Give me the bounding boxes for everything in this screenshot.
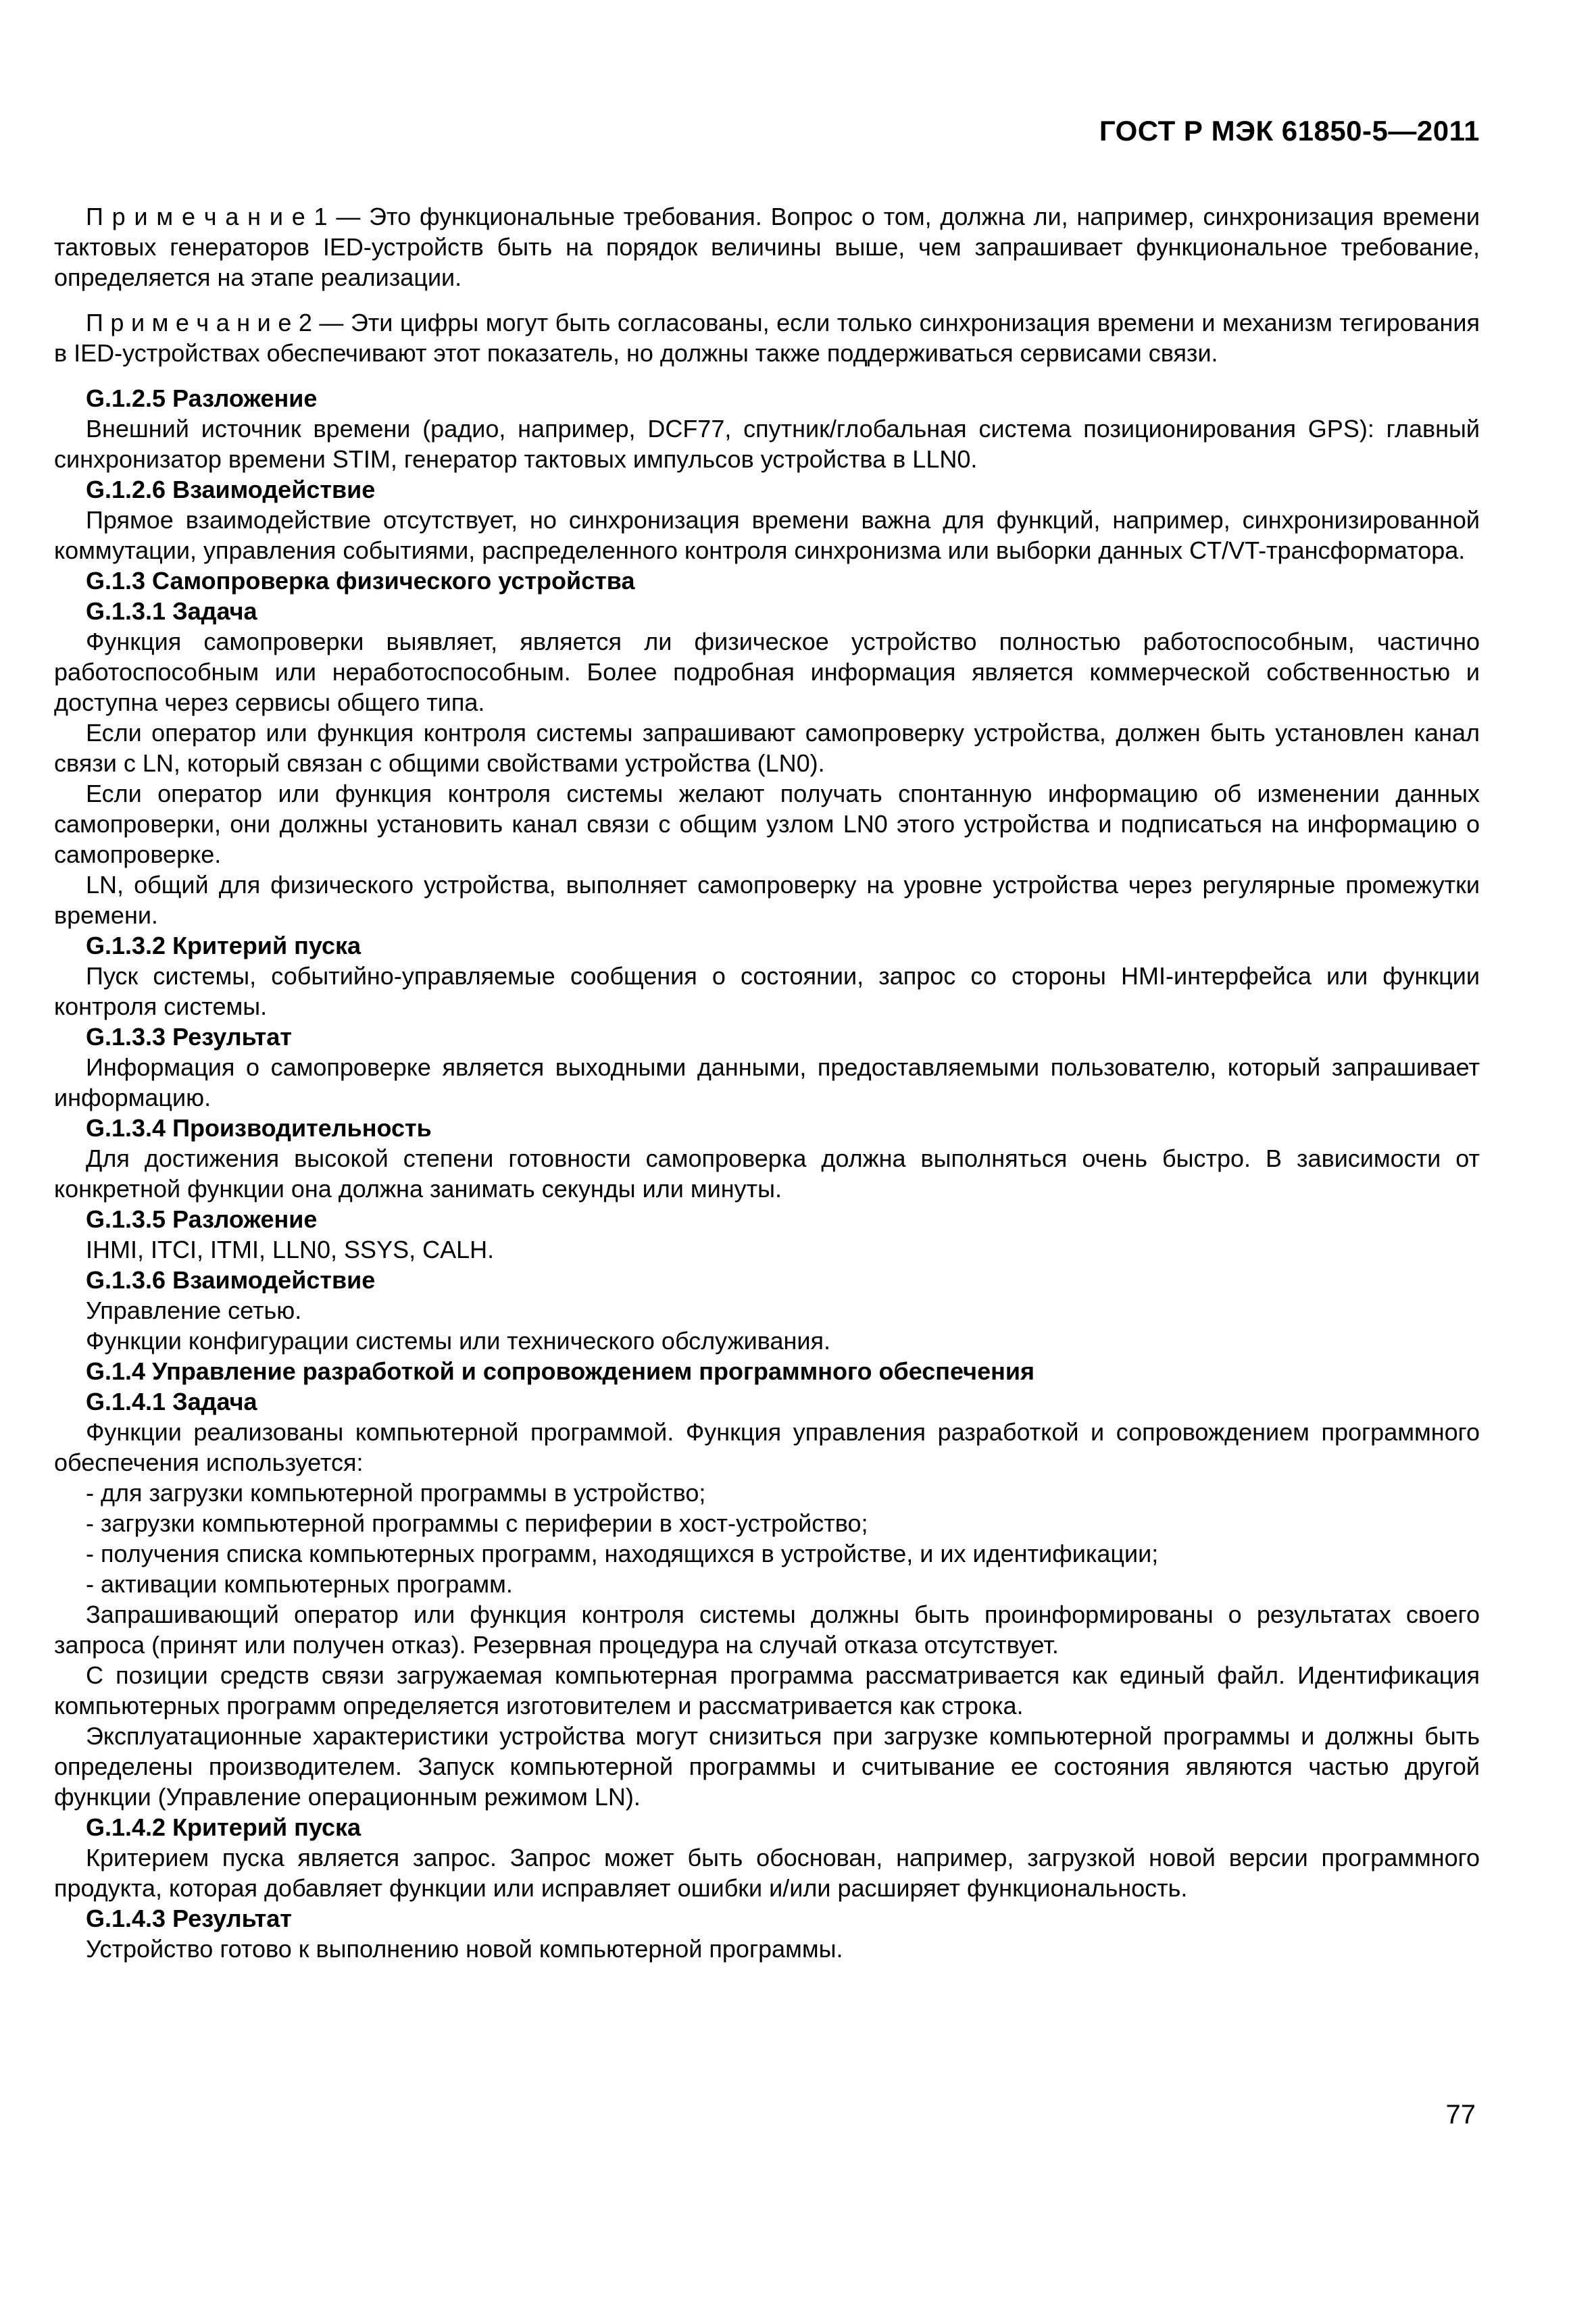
body-paragraph: Функция самопроверки выявляет, является ли физическое устройство полностью работоспособным, частично работоспособным или неработоспособным. Более подробная информация является коммерческой собственностью и доступна через сервисы общего типа. xyxy=(54,628,1480,716)
body-paragraph: LN, общий для физического устройства, выполняет самопроверку на уровне устройства через регулярные промежутки времени. xyxy=(54,871,1480,929)
section-heading: G.1.3.2 Критерий пуска xyxy=(86,932,361,959)
note-paragraph: П р и м е ч а н и е 1 — Это функциональные требования. Вопрос о том, должна ли, например, синхронизация времени тактовых генераторов IED-устройств быть на порядок величины выше, чем запрашивает функциональное требование, определяется на этапе реализации. xyxy=(54,203,1480,291)
body-paragraph: С позиции средств связи загружаемая компьютерная программа рассматривается как единый файл. Идентификация компьютерных программ определяется изготовителем и рассматривается как строка. xyxy=(54,1661,1480,1719)
body-paragraph: Функции реализованы компьютерной программой. Функция управления разработкой и сопровождением программного обеспечения используется: xyxy=(54,1418,1480,1476)
list-item: - получения списка компьютерных программ, находящихся в устройстве, и их идентификации; xyxy=(86,1540,1159,1567)
body-paragraph: Пуск системы, событийно-управляемые сообщения о состоянии, запрос со стороны HMI-интерфейса или функции контроля системы. xyxy=(54,962,1480,1020)
page-content xyxy=(54,201,1480,1964)
section-heading: G.1.4 Управление разработкой и сопровождением программного обеспечения xyxy=(86,1357,1034,1385)
body-paragraph: Внешний источник времени (радио, например, DCF77, спутник/глобальная система позиционирования GPS): главный синхронизатор времени STIM, генератор тактовых импульсов устройства в LLN0. xyxy=(54,415,1480,473)
section-heading: G.1.3.6 Взаимодействие xyxy=(86,1266,376,1294)
note-paragraph: П р и м е ч а н и е 2 — Эти цифры могут быть согласованы, если только синхронизация времени и механизм тегирования в IED-устройствах обеспечивают этот показатель, но должны также поддерживаться сервисами связи. xyxy=(54,309,1480,367)
section-heading: G.1.3.3 Результат xyxy=(86,1023,292,1051)
body-paragraph: Функции конфигурации системы или технического обслуживания. xyxy=(86,1327,830,1355)
section-heading: G.1.3.5 Разложение xyxy=(86,1205,318,1233)
body-paragraph: Прямое взаимодействие отсутствует, но синхронизация времени важна для функций, например, синхронизированной коммутации, управления событиями, распределенного контроля синхронизма или выборки данных CT/VT-трансформатора. xyxy=(54,506,1480,564)
body-paragraph: Критерием пуска является запрос. Запрос может быть обоснован, например, загрузкой новой версии программного продукта, которая добавляет функции или исправляет ошибки и/или расширяет функциональность. xyxy=(54,1844,1480,1902)
body-paragraph: Эксплуатационные характеристики устройства могут снизиться при загрузке компьютерной программы и должны быть определены производителем. Запуск компьютерной программы и считывание ее состояния являются частью другой функции (Управление операционным режимом LN). xyxy=(54,1722,1480,1811)
body-paragraph: Управление сетью. xyxy=(86,1297,302,1324)
section-heading: G.1.4.2 Критерий пуска xyxy=(86,1813,361,1841)
body-paragraph: Информация о самопроверке является выходными данными, предоставляемыми пользователю, который запрашивает информацию. xyxy=(54,1053,1480,1111)
body-paragraph: Устройство готово к выполнению новой компьютерной программы. xyxy=(86,1935,843,1963)
section-heading: G.1.3 Самопроверка физического устройства xyxy=(86,567,635,595)
list-item: - активации компьютерных программ. xyxy=(86,1570,513,1598)
page-number: 77 xyxy=(1445,2100,1476,2130)
section-heading: G.1.2.6 Взаимодействие xyxy=(86,476,376,503)
section-heading: G.1.4.3 Результат xyxy=(86,1905,292,1932)
section-heading: G.1.3.4 Производительность xyxy=(86,1114,432,1142)
section-heading: G.1.2.5 Разложение xyxy=(86,384,318,412)
body-paragraph: Если оператор или функция контроля системы запрашивают самопроверку устройства, должен быть установлен канал связи с LN, который связан с общими свойствами устройства (LN0). xyxy=(54,719,1480,777)
body-paragraph: IHMI, ITCI, ITMI, LLN0, SSYS, CALH. xyxy=(86,1236,495,1263)
section-heading: G.1.3.1 Задача xyxy=(86,597,257,625)
body-paragraph: Для достижения высокой степени готовности самопроверка должна выполняться очень быстро. В зависимости от конкретной функции она должна занимать секунды или минуты. xyxy=(54,1145,1480,1203)
list-item: - для загрузки компьютерной программы в устройство; xyxy=(86,1479,706,1507)
section-heading: G.1.4.1 Задача xyxy=(86,1388,257,1415)
body-paragraph: Если оператор или функция контроля системы желают получать спонтанную информацию об изменении данных самопроверки, они должны установить канал связи с общим узлом LN0 этого устройства и подписаться на информацию о самопроверке. xyxy=(54,780,1480,868)
list-item: - загрузки компьютерной программы с периферии в хост-устройство; xyxy=(86,1509,868,1537)
standard-number-header: ГОСТ Р МЭК 61850-5—2011 xyxy=(1099,115,1480,147)
body-paragraph: Запрашивающий оператор или функция контроля системы должны быть проинформированы о результатах своего запроса (принят или получен отказ). Резервная процедура на случай отказа отсутствует. xyxy=(54,1601,1480,1659)
